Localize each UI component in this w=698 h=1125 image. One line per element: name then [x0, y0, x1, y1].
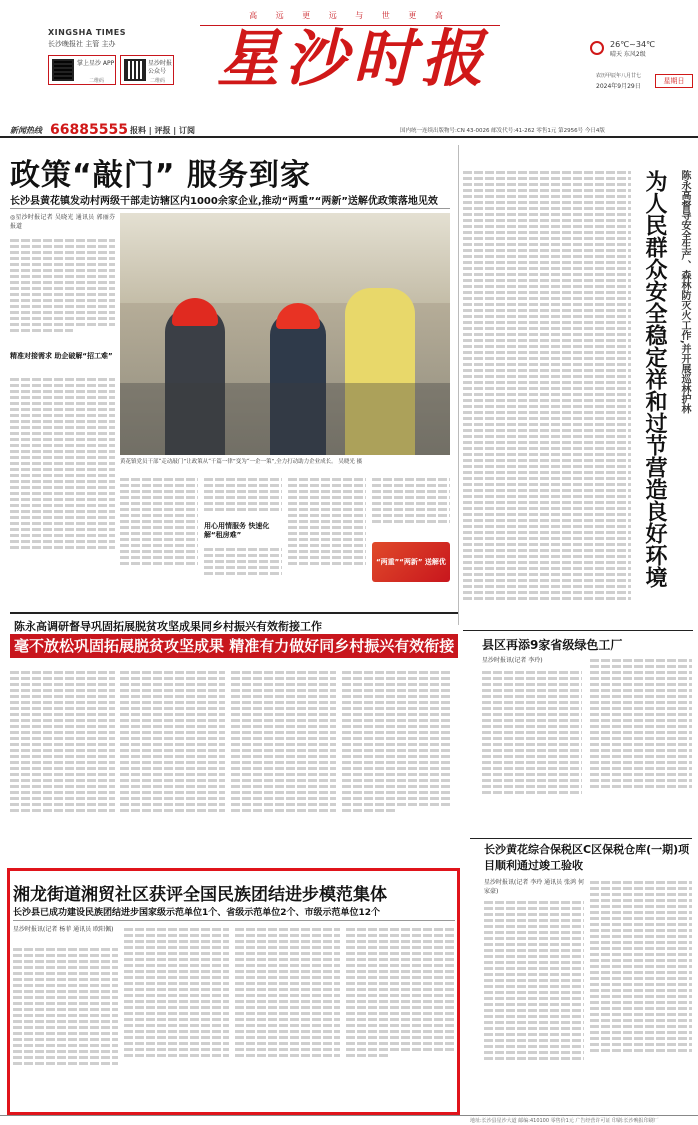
weather-desc: 晴天 东风2级	[610, 51, 646, 58]
lead-body-col3b	[204, 545, 282, 585]
infobar	[0, 122, 698, 138]
feature-body-col3	[231, 668, 336, 848]
lead-body-col1	[10, 236, 115, 351]
sidebar1-top-rule	[463, 630, 693, 631]
qr-wechat[interactable]	[120, 55, 174, 85]
highlight-body-col1	[13, 945, 118, 1105]
qr-code-icon	[124, 59, 146, 81]
sidebar1-col1	[482, 668, 582, 828]
highlight-headline: 湘龙街道湘贸社区获评全国民族团结进步模范集体	[13, 885, 387, 905]
feature-body-col1	[10, 668, 115, 848]
feature-body-col4	[342, 668, 452, 848]
highlight-body-col3	[235, 925, 340, 1105]
lead-subhead: 长沙县黄花镇发动村两级干部走访辖区内1000余家企业,推动“两重”“两新”送解优政策落地见效	[10, 196, 438, 207]
brand-en: XINGSHA TIMES	[48, 28, 126, 37]
brand-sub: 长沙晚报社 主管 主办	[48, 40, 116, 48]
sidebar1-col2	[590, 656, 692, 828]
infobar-links[interactable]: 报料 | 评报 | 订阅	[130, 126, 195, 135]
sidebar2-byline: 星沙时报讯(记者 李玲 通讯员 张鸿 何家豪)	[484, 879, 584, 895]
weekday-badge: 星期日	[655, 74, 693, 88]
right-vertical-headline: 陈永高督导安全生产、森林防灭火工作,并开展巡林护林	[679, 170, 690, 414]
qr-app[interactable]	[48, 55, 116, 85]
lead-section2: 用心用情服务 快速化解“租房难”	[204, 522, 270, 539]
sidebar1-title: 县区再添9家省级绿色工厂	[482, 638, 623, 652]
qr-wechat-label: 星沙时报 公众号	[148, 60, 173, 75]
issue-date: 2024年9月29日	[596, 83, 641, 90]
feature-body-col2	[120, 668, 225, 848]
sidebar2-col1	[484, 898, 584, 1110]
feature-top-rule	[10, 612, 458, 614]
right-body	[463, 168, 631, 600]
lead-body-col3	[204, 475, 282, 520]
machine-shape	[120, 383, 450, 455]
weather-temp: 26℃~34℃	[610, 40, 656, 49]
right-divider	[458, 145, 459, 625]
sun-icon	[590, 41, 604, 55]
qr-code-icon	[52, 59, 74, 81]
factory-wall	[120, 213, 450, 303]
helmet-mid	[276, 303, 320, 329]
lead-rule	[10, 208, 450, 209]
lead-byline: ◎星沙时报记者 吴晓光 通讯员 郭丽芬 报道	[10, 214, 115, 230]
sidebar2-top-rule	[470, 838, 692, 839]
newspaper-logo: 星沙时报	[216, 22, 489, 95]
hotline-number[interactable]: 66885555	[50, 122, 128, 138]
feature-supertitle: 陈永高调研督导巩固拓展脱贫攻坚成果同乡村振兴有效衔接工作	[14, 620, 322, 633]
sidebar2-title: 长沙黄花综合保税区C区保税仓库(一期)项目顺利通过竣工验收	[484, 843, 690, 872]
lead-body-col2	[120, 475, 198, 585]
date-block	[596, 72, 656, 90]
sidebar2-col2	[590, 878, 692, 1110]
lead-section1: 精准对接需求 助企破解“招工难”	[10, 352, 113, 360]
qr-app-label: 掌上星沙 APP	[77, 60, 115, 67]
highlight-subhead: 长沙县已成功建设民族团结进步国家级示范单位1个、省级示范单位2个、市级示范单位12个	[13, 908, 381, 918]
footer-rule	[0, 1115, 698, 1116]
brand-block	[48, 28, 128, 49]
right-vertical-big-headline: 为人民群众安全稳定祥和过节营造良好环境	[642, 170, 667, 588]
qr-app-tag: 二维码	[89, 78, 105, 84]
hotline-label: 新闻热线	[10, 126, 42, 135]
lead-body-col1b	[10, 375, 115, 585]
qr-wechat-tag: 二维码	[150, 78, 166, 84]
lead-body-col5	[372, 475, 450, 537]
lead-headline: 政策“敲门” 服务到家	[10, 158, 311, 193]
publication-meta: 国内统一连续出版物号:CN 43-0026 邮发代号:41-262 零售1元 第2956号 今日4版	[400, 128, 605, 134]
highlight-byline: 星沙时报讯(记者 杨菲 通讯员 欧阳佩)	[13, 926, 114, 933]
lead-badge: “两重”“两新” 送解优	[372, 542, 450, 582]
highlight-body-col4	[346, 925, 454, 1105]
highlight-rule	[13, 920, 455, 921]
lead-photo-caption: 黄花镇党员干部“走动敲门”让政策从“千篇一律”变为“一企一策”,全力打动助力企业成长。 吴晓光 摄	[120, 459, 363, 465]
weather-block	[590, 40, 690, 58]
footer-text: 地址:长沙县星沙大道 邮编:410100 零售价1元 广告经营许可证 印刷:长沙晚报印刷厂	[470, 1118, 659, 1124]
lead-body-col4	[288, 475, 366, 585]
lunar-date: 农历甲辰年八月廿七	[596, 73, 642, 79]
lead-photo	[120, 213, 450, 455]
feature-headline: 毫不放松巩固拓展脱贫攻坚成果 精准有力做好同乡村振兴有效衔接	[10, 634, 458, 658]
masthead-slogan: 高 远 更 远 与 世 更 高	[249, 11, 451, 20]
highlight-body-col2	[124, 925, 229, 1105]
sidebar1-byline: 星沙时报讯(记者 李玲)	[482, 657, 543, 664]
